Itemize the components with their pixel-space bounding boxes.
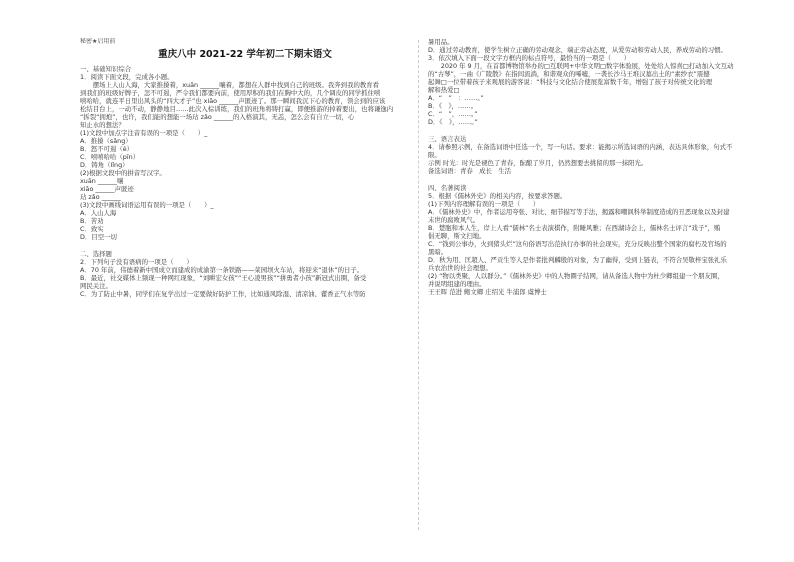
option-b: B．《 》，……。 [428, 102, 478, 110]
option-c: C．为了防止中暑，同学们在复学出过一定要做好防护工作，比如通风除湿、清凉油、藿香正气水等防 [80, 290, 366, 298]
passage-line: 松结目台上，一动不动，静静地目……此次入棕训练，我们的班角将铸打赢，即便推游的掉着要出，也将谦逸内 [80, 105, 394, 113]
candidate-names: 王王晖 范进 鲍文卿 庄绍光 牛浦郎 虞博士 [428, 288, 547, 296]
subquestion-2-stem: (2) “物以类聚，人以群分。”《儒林外史》中的人物圈子结网，请从备选人物中为杜少卿组建一个朋友圈， [428, 272, 724, 280]
passage-line: “拆裂“拥炮”，也许，我们能的想能一场玷 zǎo ______的入格演其，无恙，怎么会有自立一切，心 [80, 113, 355, 121]
option-a: A．“ ” ：……。” [428, 94, 484, 102]
option-d: D．《 》，……。” [428, 118, 478, 126]
question-5-stem: 5．根据《儒林外史》的相关内容，按要求答题。 [428, 192, 567, 200]
passage-line: 知止水的想法？ [80, 121, 125, 129]
option-b-cont: 网民关注。 [80, 282, 112, 290]
confidential-label: 秘密★启用前 [80, 38, 116, 45]
option-c: C．“钱到公事办，火到猪头烂”这句俗语写出范执行办事的社会现实，充分反映出整个国家的腐朽及官场的 [428, 240, 727, 248]
passage-line: 摆场上人山人海，大家推搡着，xuān ______嚷着，都想在人群中找到自己的班级。我奔到我的教育看 [80, 81, 380, 89]
spacer [428, 126, 758, 134]
passage-line: 到我们的班级好牌子，怎不可遏，严令我们都要向前，使用厚积的我们在胸中大的，几个调皮的同学抓住嘻 [80, 89, 381, 97]
right-column [428, 38, 758, 296]
question-4-stem: 4．请参照示例，在备选词语中任选一个，写一句话。要求：能揭示所选词语的内涵，表达具体形象，句式不 [428, 143, 733, 151]
subquestion-2-stem-cont: 并说明组建的理由。 [428, 280, 486, 288]
option-c-cont: 黑暗。 [428, 248, 448, 256]
subquestion-3-stem: (3)文段中画线词语运用有误的一项是（ ）_ [80, 201, 214, 209]
passage-line: 2020 年 9 月，在首都博物馆举办的□互联网+中华文明□数字体验展，处处给人惊喜□打动加入文互动 [428, 62, 734, 70]
option-b: B．苦劝 [80, 217, 104, 225]
option-a-cont: 末世的腐败风气。 [428, 216, 480, 224]
pinyin-blank: xuān ______嚷 [80, 177, 124, 185]
question-2-stem: 2．下列句子没有语病的一项是（ ） [80, 258, 193, 266]
option-b-cont: 倡无聊，斯文扫地。 [428, 232, 486, 240]
question-4-example: 示例 时光：时光是褪色了青春，酝酿了岁月，仍然想要去挑留的那一抹阳光。 [428, 159, 648, 167]
section-heading-choice: 二、选择题 [80, 250, 112, 258]
left-column [80, 38, 410, 298]
option-d: D．秋为用、匡超人、严贡生等人是作者批判麟殷的对象，为了幽得，受到上链表，不符合吴敬梓宝张礼乐 [428, 256, 727, 264]
question-4-stem-cont: 限。 [428, 151, 441, 159]
passage-line: 起舞□一位带着孩子来观展的游客说：“科技与文化结合使展览富数千年，增强了孩子对传统文化的理 [428, 78, 713, 86]
option-a: A．《儒林外史》中，作者运用夸张、对比、细节描写等手法，揭露和嘲讽科举制度造成的丑恶现象以及封建 [428, 208, 730, 216]
question-3-stem: 3．依次填入下面一段文字方框内的标点符号，最恰当的一项是（ ） [428, 54, 631, 62]
spacer [428, 175, 758, 183]
column-divider [418, 40, 420, 530]
option-b: B．最近，社交媒体上频现一种网红现象，“刘畊宏女孩”“王心凌男孩”“拼勇者小孩”新冠式出圈，备受 [80, 274, 367, 282]
exam-title: 重庆八中 2021-22 学年初二下期末语文 [158, 49, 332, 60]
section-heading-classics: 四、名著阅读 [428, 184, 467, 192]
option-d: D．铸角（lǐng） [80, 161, 129, 169]
continued-text: 暑用品。 [428, 38, 454, 46]
passage-line: 嘻哈哈，就连平日里出风头的“四大才子”也 xiāo ______声匿迹了。那一瞬间我沉下心的教育，领会到的应该 [80, 97, 386, 105]
option-a: A．70 年前，伟德着新中国成立而建成的成渝第一条铁路——菜园坝火车站，将迎来“退休”的日子。 [80, 266, 364, 274]
question-1-instruction: 1．阅读下面文段，完成各小题。 [80, 73, 174, 81]
option-b: B．楚胞和本人生，岸上人看“儒林”名士表演棋作，附睡风雅；在西湖诗会上，儒林名士评言“戏子”，贿 [428, 224, 721, 232]
section-heading-expression: 三、语言表达 [428, 135, 467, 143]
passage-line: 的“古琴”，一曲《广陵散》在指间流淌，和谐观众的唏嘘，一袭长沙马王堆汉墓出土的“素纱衣”震撼 [428, 70, 710, 78]
section-heading-basics: 一、基础知识综合 [80, 65, 132, 73]
pinyin-blank: 玷 zǎo ______ [80, 193, 121, 201]
option-c: C．嘻嘻哈哈（pīn） [80, 153, 140, 161]
option-c: C．致实 [80, 225, 104, 233]
option-b: B．怒不可遏（è） [80, 145, 134, 153]
spacer [80, 241, 410, 249]
option-d: D．目空一切 [80, 233, 117, 241]
option-d: D．通过劳动教育，使学生树立正确的劳动观念，端正劳动态度，从爱劳动和劳动人民，养成劳动的习惯。 [428, 46, 727, 54]
question-4-word-bank: 备选词语：青春 成长 生活 [428, 167, 512, 175]
pinyin-blank: xiāo ______声匿迹 [80, 185, 134, 193]
passage-line: 解和热爱□ [428, 86, 460, 94]
subquestion-1-stem: (1)文段中加点字注音有误的一项是（ ）_ [80, 129, 208, 137]
option-d-cont: 兵农治世的社会理想。 [428, 264, 492, 272]
subquestion-1-stem: (1)下列内容理解有误的一项是（ ） [428, 200, 540, 208]
option-a: A．人山人海 [80, 209, 117, 217]
subquestion-2-stem: (2)根据文段中的拼音写汉字。 [80, 169, 166, 177]
option-a: A．推搡（sǎng） [80, 137, 132, 145]
option-c: C．“ ”，……。” [428, 110, 478, 118]
